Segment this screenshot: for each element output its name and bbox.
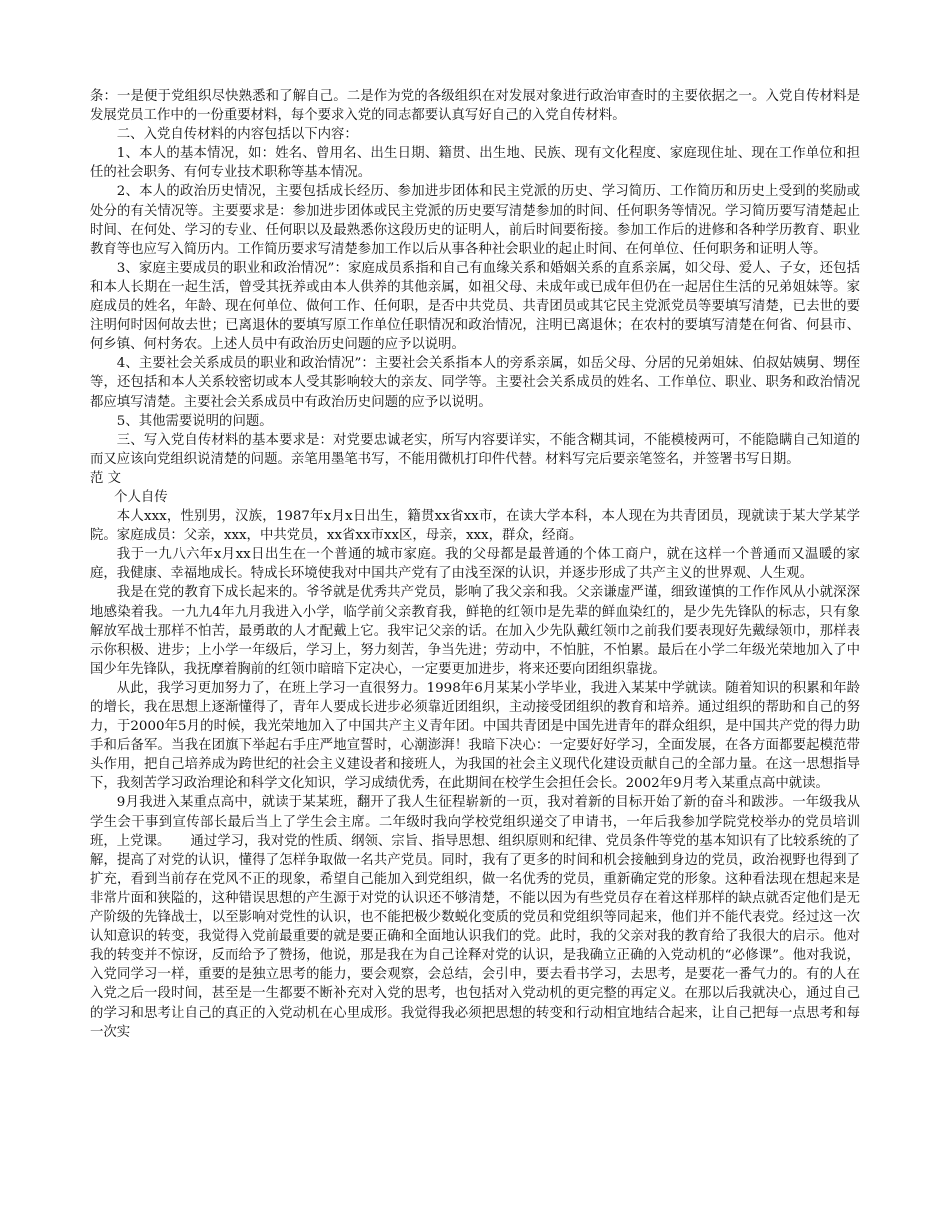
paragraph-bio-basic: 本人xxx，性别男，汉族，1987年x月x日出生，籍贯xx省xx市，在读大学本科，本人现在为共青团员，现就读于某大学某学院。家庭成员：父亲，xxx，中共党员，xx省xx市xx区，母亲，xxx，群众，经商。 [90, 509, 860, 544]
paragraph-item-4: 4、主要社会关系成员的职业和政治情况”：主要社会关系指本人的旁系亲属，如岳父母、分居的兄弟姐妹、伯叔姑姨舅、甥侄等，还包括和本人关系较密切或本人受其影响较大的亲友、同学等。主要社会关系成员的姓名、工作单位、职业、职务和政治情况都应填写清楚。主要社会关系成员中有政治历史问题的应予以说明。 [90, 356, 860, 410]
autobiography-title: 个人自传 [114, 489, 168, 505]
document-body [90, 87, 860, 1042]
paragraph-intro-cont: 条：一是便于党组织尽快熟悉和了解自己。二是作为党的各级组织在对发展对象进行政治审查时的主要依据之一。入党自传材料是发展党员工作中的一份重要材料，每个要求入党的同志都要认真写好自己的入党自传材料。 [90, 89, 860, 124]
sample-heading: 范 文 [90, 470, 122, 486]
paragraph-item-5: 5、其他需要说明的问题。 [116, 413, 273, 429]
paragraph-item-2: 2、本人的政治历史情况，主要包括成长经历、参加进步团体和民主党派的历史、学习简历、工作简历和历史上受到的奖励或处分的有关情况等。主要要求是：参加进步团体或民主党派的历史要写清楚参加的时间、任何职务等情况。学习简历要写清楚起止时间、在何处、学习的专业、任何职以及最熟悉你这段历史的证明人，前后时间要衔接。参加工作后的进修和各种学历教育、职业教育等也应写入简历内。工作简历要求写清楚参加工作以后从事各种社会职业的起止时间、在何单位、任何职务和证明人等。 [90, 184, 860, 257]
paragraph-bio-middle-school: 从此，我学习更加努力了，在班上学习一直很努力。1998年6月某某小学毕业，我进入某某中学就读。随着知识的积累和年龄的增长，我在思想上逐渐懂得了，青年人要成长进步必须靠近团组织，主动接受团组织的教育和培养。通过组织的帮助和自己的努力，于2000年5月的时候，我光荣地加入了中国共产主义青年团。中国共青团是中国先进青年的群众组织，是中国共产党的得力助手和后备军。当我在团旗下举起右手庄严地宣誓时，心潮澎湃！我暗下决心：一定要好好学习，全面发展，在各方面都要起模范带头作用，把自己培养成为跨世纪的社会主义建设者和接班人，为我国的社会主义现代化建设贡献自己的全部力量。在这一思想指导下，我刻苦学习政治理论和科学文化知识，学习成绩优秀，在此期间在校学生会担任会长。2002年9月考入某重点高中就读。 [90, 680, 860, 792]
paragraph-item-1: 1、本人的基本情况，如：姓名、曾用名、出生日期、籍贯、出生地、民族、现有文化程度、家庭现住址、现在工作单位和担任的社会职务、有何专业技术职称等基本情况。 [90, 146, 860, 181]
paragraph-bio-high-school: 9月我进入某重点高中，就读于某某班，翻开了我人生征程崭新的一页，我对着新的目标开始了新的奋斗和跋涉。一年级我从学生会干事到宣传部长最后当上了学生会主席。二年级时我向学校党组织递交了申请书，一年后我参加学院党校举办的党员培训班，上党课。 通过学习，我对党的性质、纲领、宗旨、指导思想、组织原则和纪律、党员条件等党的基本知识有了比较系统的了解，提高了对党的认识，懂得了怎样争取做一名共产党员。同时，我有了更多的时间和机会接触到身边的党员，政治视野也得到了扩充，看到当前存在党风不正的现象，希望自己能加入到党组织，做一名优秀的党员，重新确定党的形象。这种看法现在想起来是非常片面和狭隘的，这种错误思想的产生源于对党的认识还不够清楚，不能以因为有些党员存在着这样那样的缺点就否定他们是无产阶级的先锋战士，以至影响对党性的认识，也不能把极少数蜕化变质的党员和党组织等同起来，他们并不能代表党。经过这一次认知意识的转变，我觉得入党前最重要的就是要正确和全面地认识我们的党。此时，我的父亲对我的教育给了我很大的启示。他对我的转变并不惊讶，反而给予了赞扬，他说，那是我在为自己诠释对党的认识，是我确立正确的入党动机的“必修课”。他对我说，入党同学习一样，重要的是独立思考的能力，要会观察，会总结，会引申，要去看书学习，去思考，是要花一番气力的。有的人在入党之后一段时间，甚至是一生都要不断补充对入党的思考，也包括对入党动机的更完整的再定义。在那以后我就决心，通过自己的学习和思考让自己的真正的入党动机在心里成形。我觉得我必须把思想的转变和行动相宜地结合起来，让自己把每一点思考和每一次实 [90, 795, 860, 1040]
paragraph-bio-family: 我于一九八六年x月xx日出生在一个普通的城市家庭。我的父母都是最普通的个体工商户，就在这样一个普通而又温暖的家庭，我健康、幸福地成长。特成长环境使我对中国共产党有了由浅至深的认识，并逐步形成了共产主义的世界观、人生观。 [90, 547, 860, 582]
paragraph-bio-childhood: 我是在党的教育下成长起来的。爷爷就是优秀共产党员，影响了我父亲和我。父亲谦虚严谨，细致谨慎的工作作风从小就深深地感染着我。一九九4年九月我进入小学，临学前父亲教育我，鲜艳的红领巾是先辈的鲜血染红的，是少先先锋队的标志，只有象解放军战士那样不怕苦，最勇敢的人才配戴上它。我牢记父亲的话。在加入少先队戴红领巾之前我们要表现好先戴绿领巾，那样表示你积极、进步；上小学一年级后，学习上，努力刻苦，争当先进；劳动中，不怕脏，不怕累。最后在小学二年级光荣地加入了中国少年先锋队，我抚摩着胸前的红领巾暗暗下定决心，一定要更加进步，将来还要向团组织靠拢。 [90, 585, 860, 677]
paragraph-item-3: 3、家庭主要成员的职业和政治情况”：家庭成员系指和自己有血缘关系和婚姻关系的直系亲属，如父母、爱人、子女，还包括和本人长期在一起生活，曾受其抚养或由本人供养的其他亲属，如祖父母、未成年或已成年但仍在一起居住生活的兄弟姐妹等。家庭成员的姓名，年龄、现在何单位、做何工作、任何职，是否中共党员、共青团员或其它民主党派党员等要填写清楚，已去世的要注明何时因何故去世；已离退休的要填写原工作单位任职情况和政治情况，注明已离退休；在农村的要填写清楚在何省、何县市、何乡镇、何村务农。上述人员中有政治历史问题的应予以说明。 [90, 260, 860, 353]
paragraph-section-two-heading: 二、入党自传材料的内容包括以下内容： [116, 127, 358, 143]
paragraph-section-three: 三、写入党自传材料的基本要求是：对党要忠诚老实，所写内容要详实，不能含糊其词，不能模棱两可，不能隐瞒自己知道的而又应该向党组织说清楚的问题。亲笔用墨笔书写，不能用微机打印件代替。材料写完后要亲笔签名，并签署书写日期。 [90, 432, 860, 467]
